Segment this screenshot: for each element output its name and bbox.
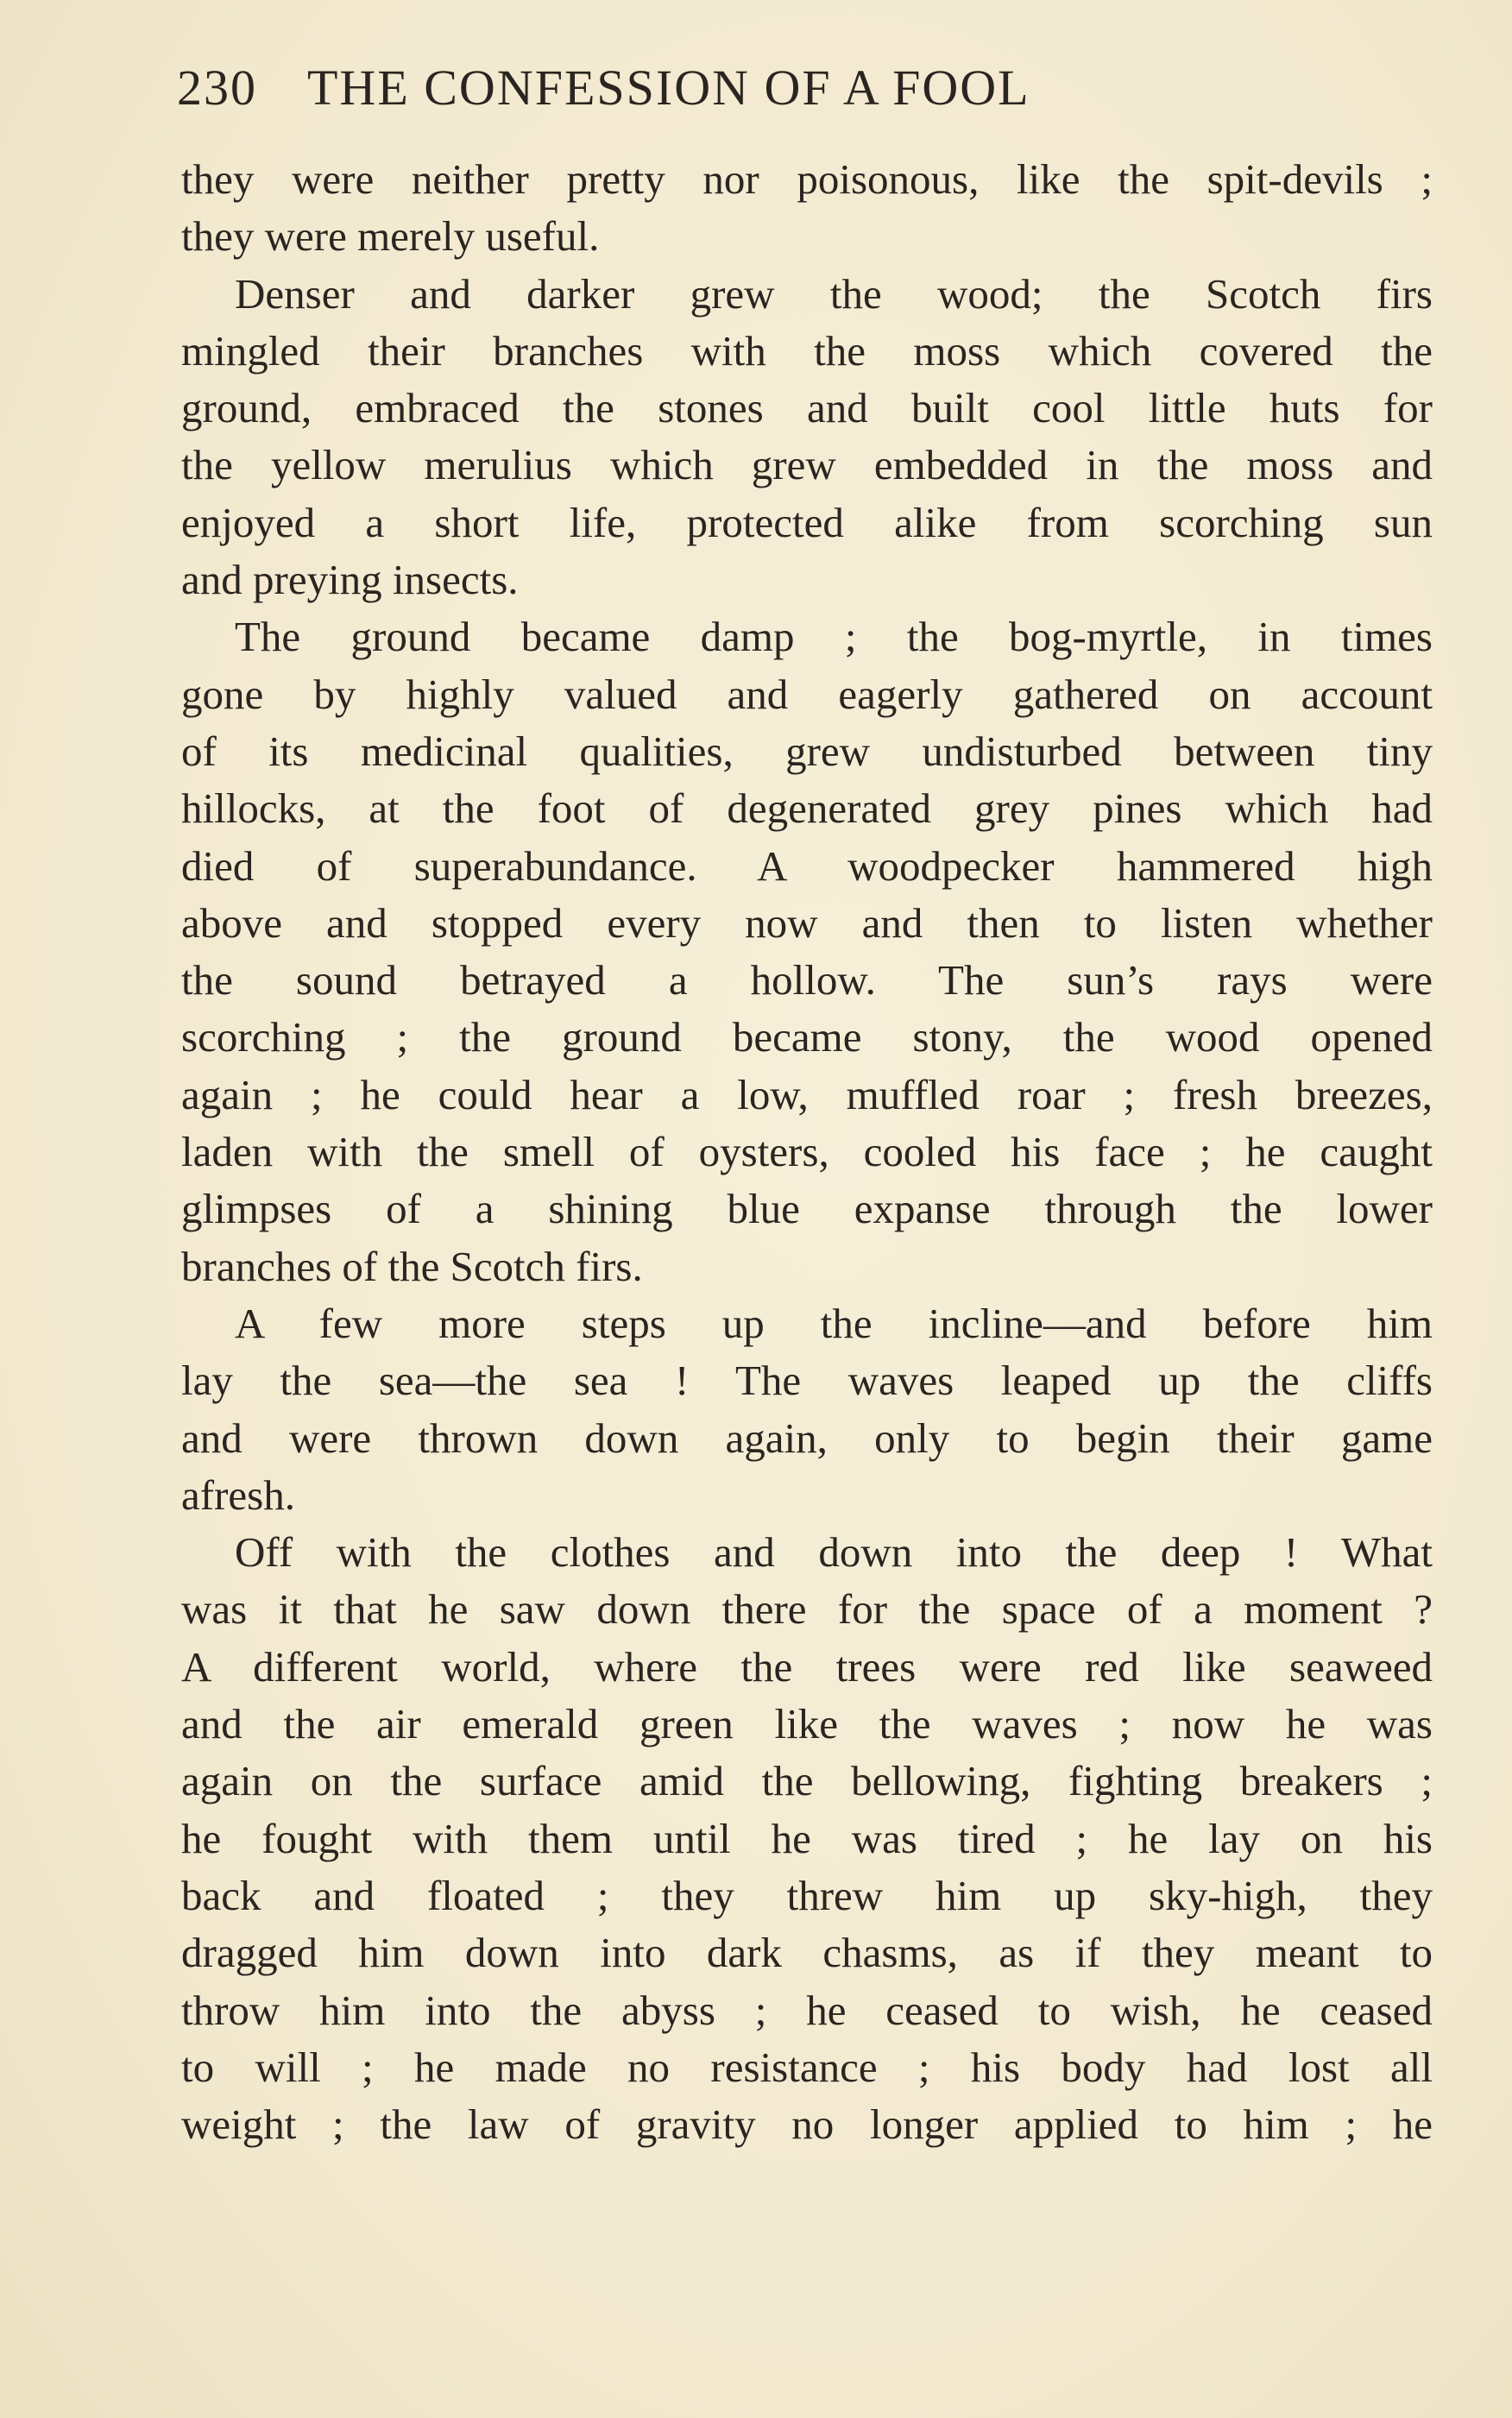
text-line: glimpses of a shining blue expanse through the lower xyxy=(181,1185,1433,1233)
text-line: they were merely useful. xyxy=(181,212,600,261)
text-line: and were thrown down again, only to begin their game xyxy=(181,1414,1433,1462)
text-line: he fought with them until he was tired ; he lay on his xyxy=(181,1814,1433,1862)
text-line: enjoyed a short life, protected alike from scorching sun xyxy=(181,498,1433,546)
page-number: 230 xyxy=(177,60,257,116)
text-line: A few more steps up the incline—and before him xyxy=(235,1299,1433,1347)
text-line: scorching ; the ground became stony, the wood opened xyxy=(181,1013,1433,1061)
running-title: THE CONFESSION OF A FOOL xyxy=(307,60,1030,116)
text-line: they were neither pretty nor poisonous, like the spit-devils ; xyxy=(181,155,1433,203)
text-line: again ; he could hear a low, muffled roar ; fresh breezes, xyxy=(181,1070,1433,1118)
text-line: branches of the Scotch firs. xyxy=(181,1242,643,1290)
body-text xyxy=(181,151,1433,2153)
text-line: gone by highly valued and eagerly gathered on account xyxy=(181,670,1433,718)
text-line: the sound betrayed a hollow. The sun’s rays were xyxy=(181,956,1433,1004)
text-line: throw him into the abyss ; he ceased to wish, he ceased xyxy=(181,1986,1433,2034)
text-line: laden with the smell of oysters, cooled his face ; he caught xyxy=(181,1128,1433,1176)
text-line: to will ; he made no resistance ; his body had lost all xyxy=(181,2043,1433,2091)
text-line: was it that he saw down there for the space of a moment ? xyxy=(181,1585,1433,1634)
text-line: back and floated ; they threw him up sky-high, they xyxy=(181,1871,1433,1919)
text-line: The ground became damp ; the bog-myrtle, in times xyxy=(235,613,1433,661)
text-line: above and stopped every now and then to listen whether xyxy=(181,898,1433,947)
text-line: Denser and darker grew the wood; the Scotch firs xyxy=(235,269,1433,318)
page-header xyxy=(177,54,1299,123)
text-line: afresh. xyxy=(181,1470,295,1519)
text-line: lay the sea—the sea ! The waves leaped up the cliffs xyxy=(181,1357,1433,1405)
text-line: mingled their branches with the moss which covered the xyxy=(181,326,1433,375)
text-line: Off with the clothes and down into the deep ! What xyxy=(235,1528,1433,1577)
text-line: dragged him down into dark chasms, as if they meant to xyxy=(181,1929,1433,1977)
text-line: hillocks, at the foot of degenerated grey pines which had xyxy=(181,784,1433,833)
text-line: ground, embraced the stones and built cool little huts for xyxy=(181,384,1433,432)
text-line: and preying insects. xyxy=(181,556,519,604)
text-line: of its medicinal qualities, grew undisturbed between tiny xyxy=(181,727,1433,775)
text-line: died of superabundance. A woodpecker hammered high xyxy=(181,841,1433,890)
text-line: weight ; the law of gravity no longer applied to him ; he xyxy=(181,2100,1433,2149)
text-line: the yellow merulius which grew embedded in the moss and xyxy=(181,441,1433,489)
text-line: A different world, where the trees were red like seaweed xyxy=(181,1642,1433,1691)
text-line: again on the surface amid the bellowing, fighting breakers ; xyxy=(181,1757,1433,1805)
text-line: and the air emerald green like the waves ; now he was xyxy=(181,1700,1433,1748)
